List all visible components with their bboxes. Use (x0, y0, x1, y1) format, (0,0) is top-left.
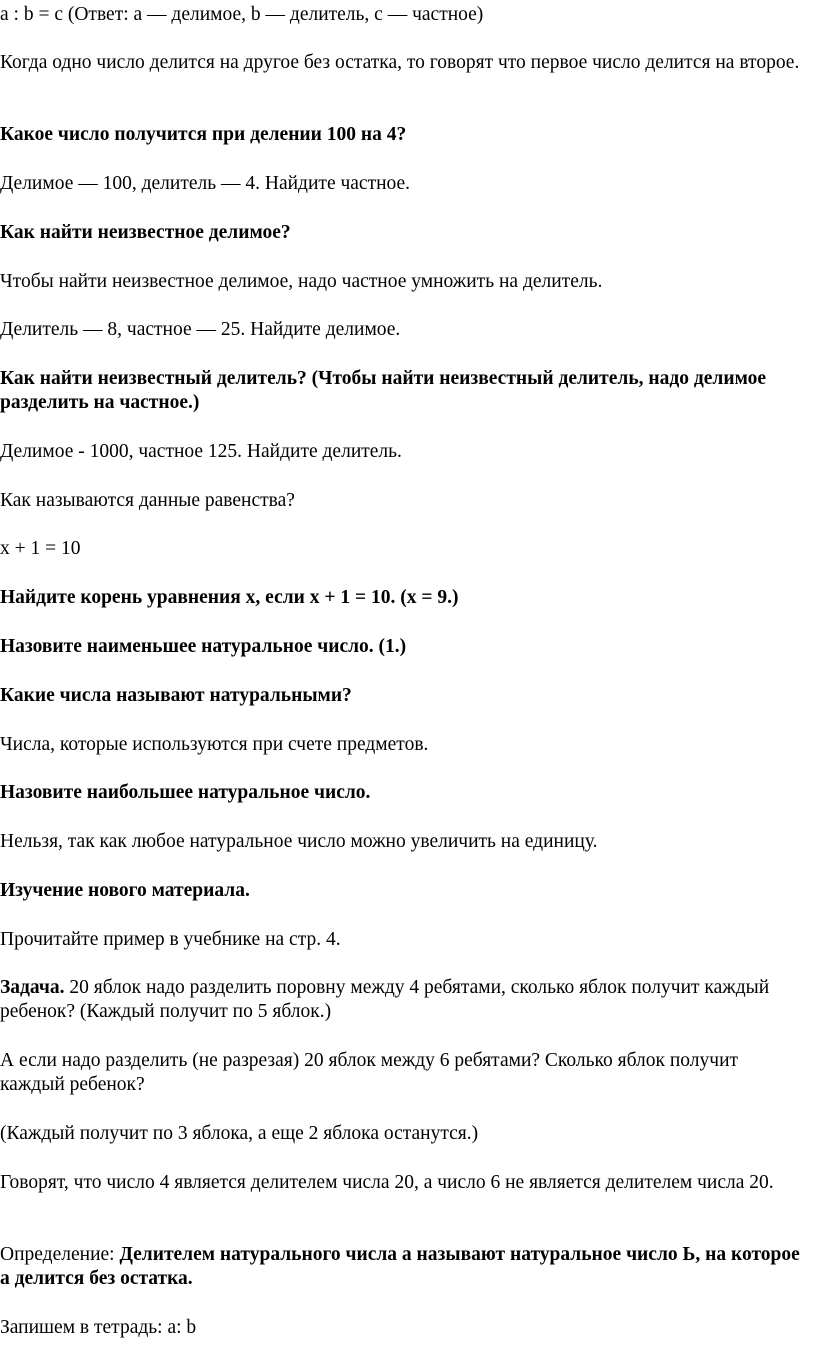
definition-divisor (0, 1243, 800, 1291)
paragraph-text: 20 яблок надо разделить поровну между 4 ребятами, сколько яблок получит каждый ребенок? (Каждый получит по 5 яблок.) (0, 977, 770, 1022)
instruction-read-textbook (0, 928, 800, 952)
question-natural-numbers (0, 684, 800, 708)
paragraph-text: Делитель — 8, частное — 25. Найдите делимое. (0, 319, 401, 340)
paragraph-text: А если надо разделить (не разрезая) 20 яблок между 6 ребятами? Сколько яблок получит каждый ребенок? (0, 1050, 739, 1095)
problem-label: Задача. (0, 977, 65, 998)
exercise-find-divisor (0, 440, 800, 464)
question-unknown-divisor (0, 367, 800, 415)
rule-unknown-dividend (0, 270, 800, 294)
paragraph-text: (Каждый получит по 3 яблока, а еще 2 яблока останутся.) (0, 1123, 479, 1144)
answer-apples-6 (0, 1122, 800, 1146)
paragraph-text: Назовите наибольшее натуральное число. (0, 782, 371, 803)
paragraph-text: Как найти неизвестное делимое? (0, 222, 291, 243)
question-unknown-dividend (0, 221, 800, 245)
question-smallest-natural (0, 635, 800, 659)
statement-divisors (0, 1171, 800, 1195)
definition-text: Делителем натурального числа a называют натуральное число Ь, на которое a делится без остатка. (0, 1244, 800, 1289)
equation (0, 537, 800, 561)
question-equation-root (0, 586, 800, 610)
paragraph-text: Найдите корень уравнения x, если x + 1 = 10. (x = 9.) (0, 587, 459, 608)
exercise-find-quotient (0, 172, 800, 196)
question-100-by-4 (0, 123, 800, 147)
paragraph-notation (0, 3, 800, 27)
paragraph-text: x + 1 = 10 (0, 538, 81, 559)
answer-largest-natural (0, 830, 800, 854)
paragraph-divisibility (0, 51, 800, 75)
question-largest-natural (0, 781, 800, 805)
paragraph-text: Назовите наименьшее натуральное число. (1.) (0, 636, 407, 657)
problem-apples-6 (0, 1049, 800, 1097)
paragraph-text: Когда одно число делится на другое без остатка, то говорят что первое число делится на второе. (0, 52, 800, 73)
notebook-note (0, 1316, 800, 1340)
paragraph-text: Запишем в тетрадь: a: b (0, 1317, 197, 1338)
paragraph-text: Чтобы найти неизвестное делимое, надо частное умножить на делитель. (0, 271, 603, 292)
paragraph-text: Делимое — 100, делитель — 4. Найдите частное. (0, 173, 411, 194)
paragraph-text: Какое число получится при делении 100 на 4? (0, 124, 407, 145)
paragraph-text: Числа, которые используются при счете предметов. (0, 734, 429, 755)
question-equalities-name (0, 489, 800, 513)
paragraph-text: Делимое - 1000, частное 125. Найдите делитель. (0, 441, 402, 462)
problem-apples-4 (0, 976, 800, 1024)
answer-natural-numbers (0, 733, 800, 757)
paragraph-text: a : b = c (Ответ: a — делимое, b — делитель, c — частное) (0, 4, 484, 25)
section-heading-new-material (0, 879, 800, 903)
paragraph-text: Как найти неизвестный делитель? (Чтобы найти неизвестный делитель, надо делимое разделить на частное.) (0, 368, 767, 413)
definition-label: Определение: (0, 1244, 120, 1265)
exercise-find-dividend (0, 318, 800, 342)
paragraph-text: Какие числа называют натуральными? (0, 685, 352, 706)
paragraph-text: Говорят, что число 4 является делителем числа 20, а число 6 не является делителем числа 20. (0, 1172, 774, 1193)
paragraph-text: Изучение нового материала. (0, 880, 250, 901)
paragraph-text: Прочитайте пример в учебнике на стр. 4. (0, 929, 341, 950)
paragraph-text: Нельзя, так как любое натуральное число можно увеличить на единицу. (0, 831, 598, 852)
paragraph-text: Как называются данные равенства? (0, 490, 295, 511)
